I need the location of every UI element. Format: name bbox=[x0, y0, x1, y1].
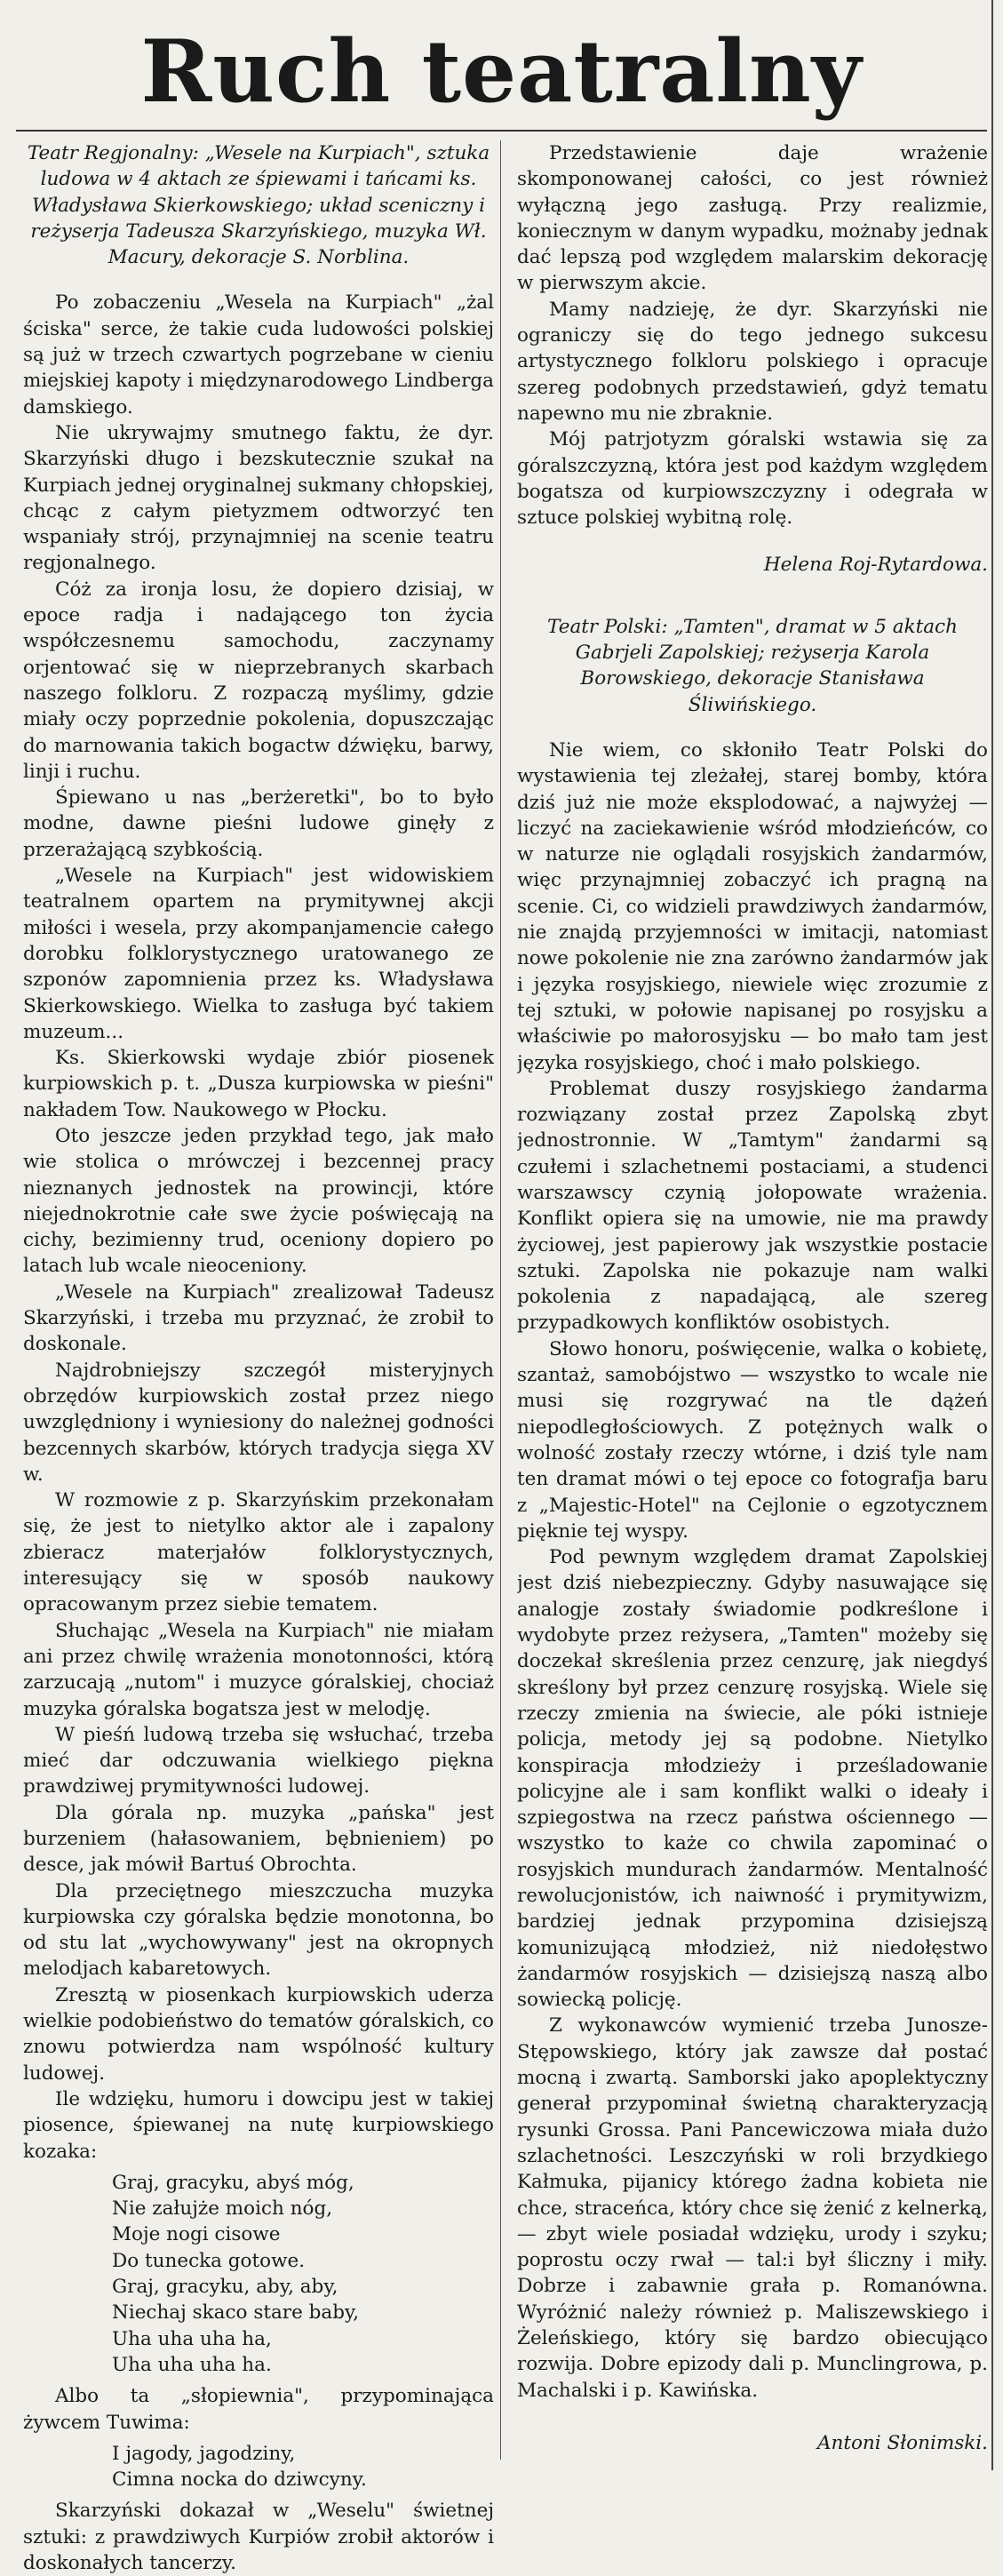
paragraph: Cóż za ironja losu, że dopiero dzisiaj, w epoce radja i nadającego ton życia współczesnemu samochodu, zaczynamy orjentować się w nieprzebranych skarbach naszego folkloru. Z rozpaczą myślimy, gdzie miały oczy poprzednie pokolenia, dopuszczając do marnowania takich bogactw dźwięku, barwy, linji i ruchu. bbox=[23, 578, 494, 783]
paragraph: Najdrobniejszy szczegół misteryjnych obrzędów kurpiowskich został przez niego uwzględniony i wyniesiony do należnej godności bezcennych skarbów, których tradycja sięga XV w. bbox=[23, 1359, 494, 1486]
page-title: Ruch teatralny bbox=[140, 21, 863, 122]
verse-line: Graj, gracyku, aby, aby, bbox=[112, 2276, 338, 2299]
paragraph: Dla górala np. muzyka „pańska" jest burzeniem (hałasowaniem, bębnieniem) po desce, jak mówił Bartuś Obrochta. bbox=[23, 1801, 494, 1877]
title-rule bbox=[16, 130, 987, 132]
verse-line: Uha uha uha ha. bbox=[112, 2353, 272, 2376]
paragraph: „Wesele na Kurpiach" zrealizował Tadeusz Skarzyński, i trzeba mu przyznać, że zrobił to doskonale. bbox=[23, 1280, 494, 1356]
paragraph: Słuchając „Wesela na Kurpiach" nie miałam ani przez chwilę wrażenia monotonności, którą zarzucają „nutom" i muzyce góralskiej, chociaż muzyka góralska bogatsza jest w melodję. bbox=[23, 1619, 494, 1720]
paragraph: Po zobaczeniu „Wesela na Kurpiach" „żal ściska" serce, że takie cuda ludowości polskiej są już w trzech czwartych pogrzebane w cieniu miejskiej kapoty i międzynarodowego Lindberga damskiego. bbox=[23, 291, 494, 419]
paragraph: Z wykonawców wymienić trzeba Junosze-Stępowskiego, który jak zawsze dał postać mocną i zwartą. Samborski jako apoplektyczny generał przypominał świetną charakteryzacją rysunki Grossa. Pani Pancewiczowa miała dużo szlachetności. Leszczyński w roli brzydkiego Kałmuka, pijanicy którego żadna kobieta nie chce, straceńca, który chce się żenić z kelnerką, — zbyt wiele posiadał wdzięku, urody i szyku; poprostu oczy rwał — tal:i był śliczny i miły. Dobrze i zabawnie grała p. Romanówna. Wyróżnić należy również p. Maliszewskiego i Żeleńskiego, który się bardzo obiecująco rozwija. Dobre epizody dali p. Munclingrowa, p. Machalski i p. Kawińska. bbox=[517, 2014, 988, 2402]
paragraph: W rozmowie z p. Skarzyńskim przekonałam się, że jest to nietylko aktor ale i zapalony zbieracz materjałów folklorystycznych, interesujący się w sposób naukowy opracowanym przez siebie tematem. bbox=[23, 1489, 494, 1616]
paragraph: Nie ukrywajmy smutnego faktu, że dyr. Skarzyński długo i bezskutecznie szukał na Kurpiach jednej oryginalnej sukmany chłopskiej, chcąc z całym pietyzmem odtworzyć ten wspaniały strój, przynajmniej na scenie teatru regjonalnego. bbox=[23, 421, 494, 575]
review-heading-regional: Teatr Regjonalny: „Wesele na Kurpiach", sztuka ludowa w 4 aktach ze śpiewami i tańcami ks. Władysława Skierkowskiego; układ sceniczny i reżyserja Tadeusza Skarzyńskiego, muzyka Wł. Macury, dekoracje S. Norblina. bbox=[27, 142, 490, 269]
verse-line: I jagody, jagodziny, bbox=[112, 2442, 296, 2465]
paragraph: Zresztą w piosenkach kurpiowskich uderza wielkie podobieństwo do tematów góralskich, co znowu potwierdza nam wspólność kultury ludowej. bbox=[23, 1983, 494, 2085]
right-column bbox=[517, 140, 988, 2492]
author-signature: Helena Roj-Rytardowa. bbox=[763, 554, 988, 577]
verse-line: Niechaj skaco stare baby, bbox=[112, 2301, 360, 2325]
page-edge-line bbox=[991, 0, 993, 2470]
left-column bbox=[23, 140, 494, 2576]
paragraph: Słowo honoru, poświęcenie, walka o kobietę, szantaż, samobójstwo — wszystko to wcale nie musi się rozgrywać na tle dążeń niepodległościowych. Z potężnych walk o wolność zostały rzeczy wtórne, i dziś tyle nam ten dramat mówi o tej epoce co fotografja baru z „Majestic-Hotel" na Cejlonie o egzotycznem pięknie tej wyspy. bbox=[517, 1337, 988, 1543]
paragraph: Śpiewano u nas „berżeretki", bo to było modne, dawne pieśni ludowe ginęły z przerażającą szybkością. bbox=[23, 786, 494, 861]
paragraph: Skarzyński dokazał w „Weselu" świetnej sztuki: z prawdziwych Kurpiów zrobił aktorów i doskonałych tancerzy. bbox=[23, 2500, 494, 2575]
song-verse-short bbox=[23, 2441, 494, 2493]
paragraph: Mamy nadzieję, że dyr. Skarzyński nie ograniczy się do tego jednego sukcesu artystycznego folkloru polskiego i opracuje szereg podobnych przedstawień, gdyż tematu napewno mu nie zbraknie. bbox=[517, 298, 988, 425]
verse-line: Graj, gracyku, abyś mόg, bbox=[112, 2171, 354, 2194]
review-heading-polski: Teatr Polski: „Tamten", dramat w 5 aktach Gabrjeli Zapolskiej; reżyserja Karola Borowskiego, dekoracje Stanisława Śliwińskiego. bbox=[547, 615, 958, 716]
paragraph: Mój patrjotyzm góralski wstawia się za góralszczyzną, która jest pod każdym względem bogatsza od kurpiowszczyzny i odegrała w sztuce polskiej wybitną rolę. bbox=[517, 428, 988, 530]
paragraph: Problemat duszy rosyjskiego żandarma rozwiązany został przez Zapolską zbyt jednostronnie. W „Tamtym" żandarmi są czułemi i szlachetnemi postaciami, a studenci warszawscy czynią jołopowate wrażenia. Konflikt opiera się na umowie, nie ma prawdy życiowej, jest papierowy jak wszystkie postacie sztuki. Zapolska nie pokazuje nam walki pokolenia z napadającą, ale szereg przypadkowych konfliktów osobistych. bbox=[517, 1077, 988, 1335]
verse-line: Uha uha uha ha, bbox=[112, 2327, 272, 2350]
paragraph: Dla przeciętnego mieszczucha muzyka kurpiowska czy góralska będzie monotonna, bo od stu lat „wychowywany" jest na okropnych melodjach kabaretowych. bbox=[23, 1879, 494, 1981]
paragraph: Nie wiem, co skłoniło Teatr Polski do wystawienia tej zleżałej, starej bomby, która dziś już nie może eksplodować, a najwyżej — liczyć na zaciekawienie wśród młodzieńców, co w naturze nie oglądali rosyjskich żandarmów, więc przynajmniej zobaczyć ich pragną na scenie. Ci, co widzieli prawdziwych żandarmów, nie znajdą przyjemności w imitacji, natomiast nowe pokolenie nie zna zarówno żandarmów jak i języka rosyjskiego, niewiele więc zrozumie z tej sztuki, w połowie napisanej po rosyjsku a właściwie po małorosyjsku — bo mało tam jest języka rosyjskiego, choć i mało polskiego. bbox=[517, 738, 988, 1074]
paragraph: Pod pewnym względem dramat Zapolskiej jest dziś niebezpieczny. Gdyby nasuwające się analogje zostały świadomie podkreślone i wydobyte przez reżysera, „Tamten" możeby się doczekał skreślenia przez cenzurę, jak niegdyś skreślony był przez cenzurę rosyjską. Wiele się rzeczy zmienia na świecie, ale póki istnieje policja, metody jej są podobne. Nietylko konspiracja młodzieży i prześladowanie policyjne ale i sam konflikt walki o ideały i szpiegostwa na rzecz państwa ościennego — wszystko to każe co chwila zapominać o rosyjskich mundurach żandarmów. Mentalność rewolucjonistów, ich naiwność i prymitywizm, bardziej jednak przypomina dzisiejszą komunizującą młodzież, niż niedołęstwo żandarmów rosyjskich — dzisiejszą naszą albo sowiecką policję. bbox=[517, 1546, 988, 2012]
verse-line: Moje nogi cisowe bbox=[112, 2223, 281, 2246]
song-verse bbox=[23, 2170, 494, 2378]
paragraph: Ks. Skierkowski wydaje zbiór piosenek kurpiowskich p. t. „Dusza kurpiowska w pieśni" nakładem Tow. Naukowego w Płocku. bbox=[23, 1047, 494, 1121]
column-divider bbox=[500, 140, 501, 2460]
paragraph: Ile wdzięku, humoru i dowcipu jest w takiej piosence, śpiewanej na nutę kurpiowskiego kozaka: bbox=[23, 2087, 494, 2163]
paragraph: Oto jeszcze jeden przykład tego, jak mało wie stolica o mrówczej i bezcennej pracy nieznanych jednostek na prowincji, które niejednokrotnie całe swe życie poświęcają na cichy, bezimienny trud, oceniony dopiero po latach lub wcale nieoceniony. bbox=[23, 1124, 494, 1278]
verse-line: Nie załujże moich nόg, bbox=[112, 2197, 333, 2221]
verse-line: Cimna nocka do dziwcyny. bbox=[112, 2468, 367, 2492]
paragraph: „Wesele na Kurpiach" jest widowiskiem teatralnem opartem na prymitywnej akcji miłości i wesela, przy akompanjamencie całego dorobku folklorystycznego uratowanego ze szponów zapomnienia przez ks. Władysława Skierkowskiego. Wielka to zasługa być takiem muzeum... bbox=[23, 865, 494, 1043]
paragraph: Przedstawienie daje wrażenie skomponowanej całości, co jest również wyłączną jego zasługą. Przy realizmie, koniecznym w danym wypadku, możnaby jednak dać lepszą pod względem malarskim dekorację w pierwszym akcie. bbox=[517, 142, 988, 295]
author-signature: Antoni Słonimski. bbox=[816, 2431, 988, 2454]
verse-line: Do tunecka gotowe. bbox=[112, 2249, 306, 2272]
paragraph: Albo ta „słopiewnia", przypominająca żywcem Tuwima: bbox=[23, 2385, 494, 2434]
paragraph: W pieśń ludową trzeba się wsłuchać, trzeba mieć dar odczuwania wielkiego piękna prawdziwej prymitywności ludowej. bbox=[23, 1723, 494, 1798]
